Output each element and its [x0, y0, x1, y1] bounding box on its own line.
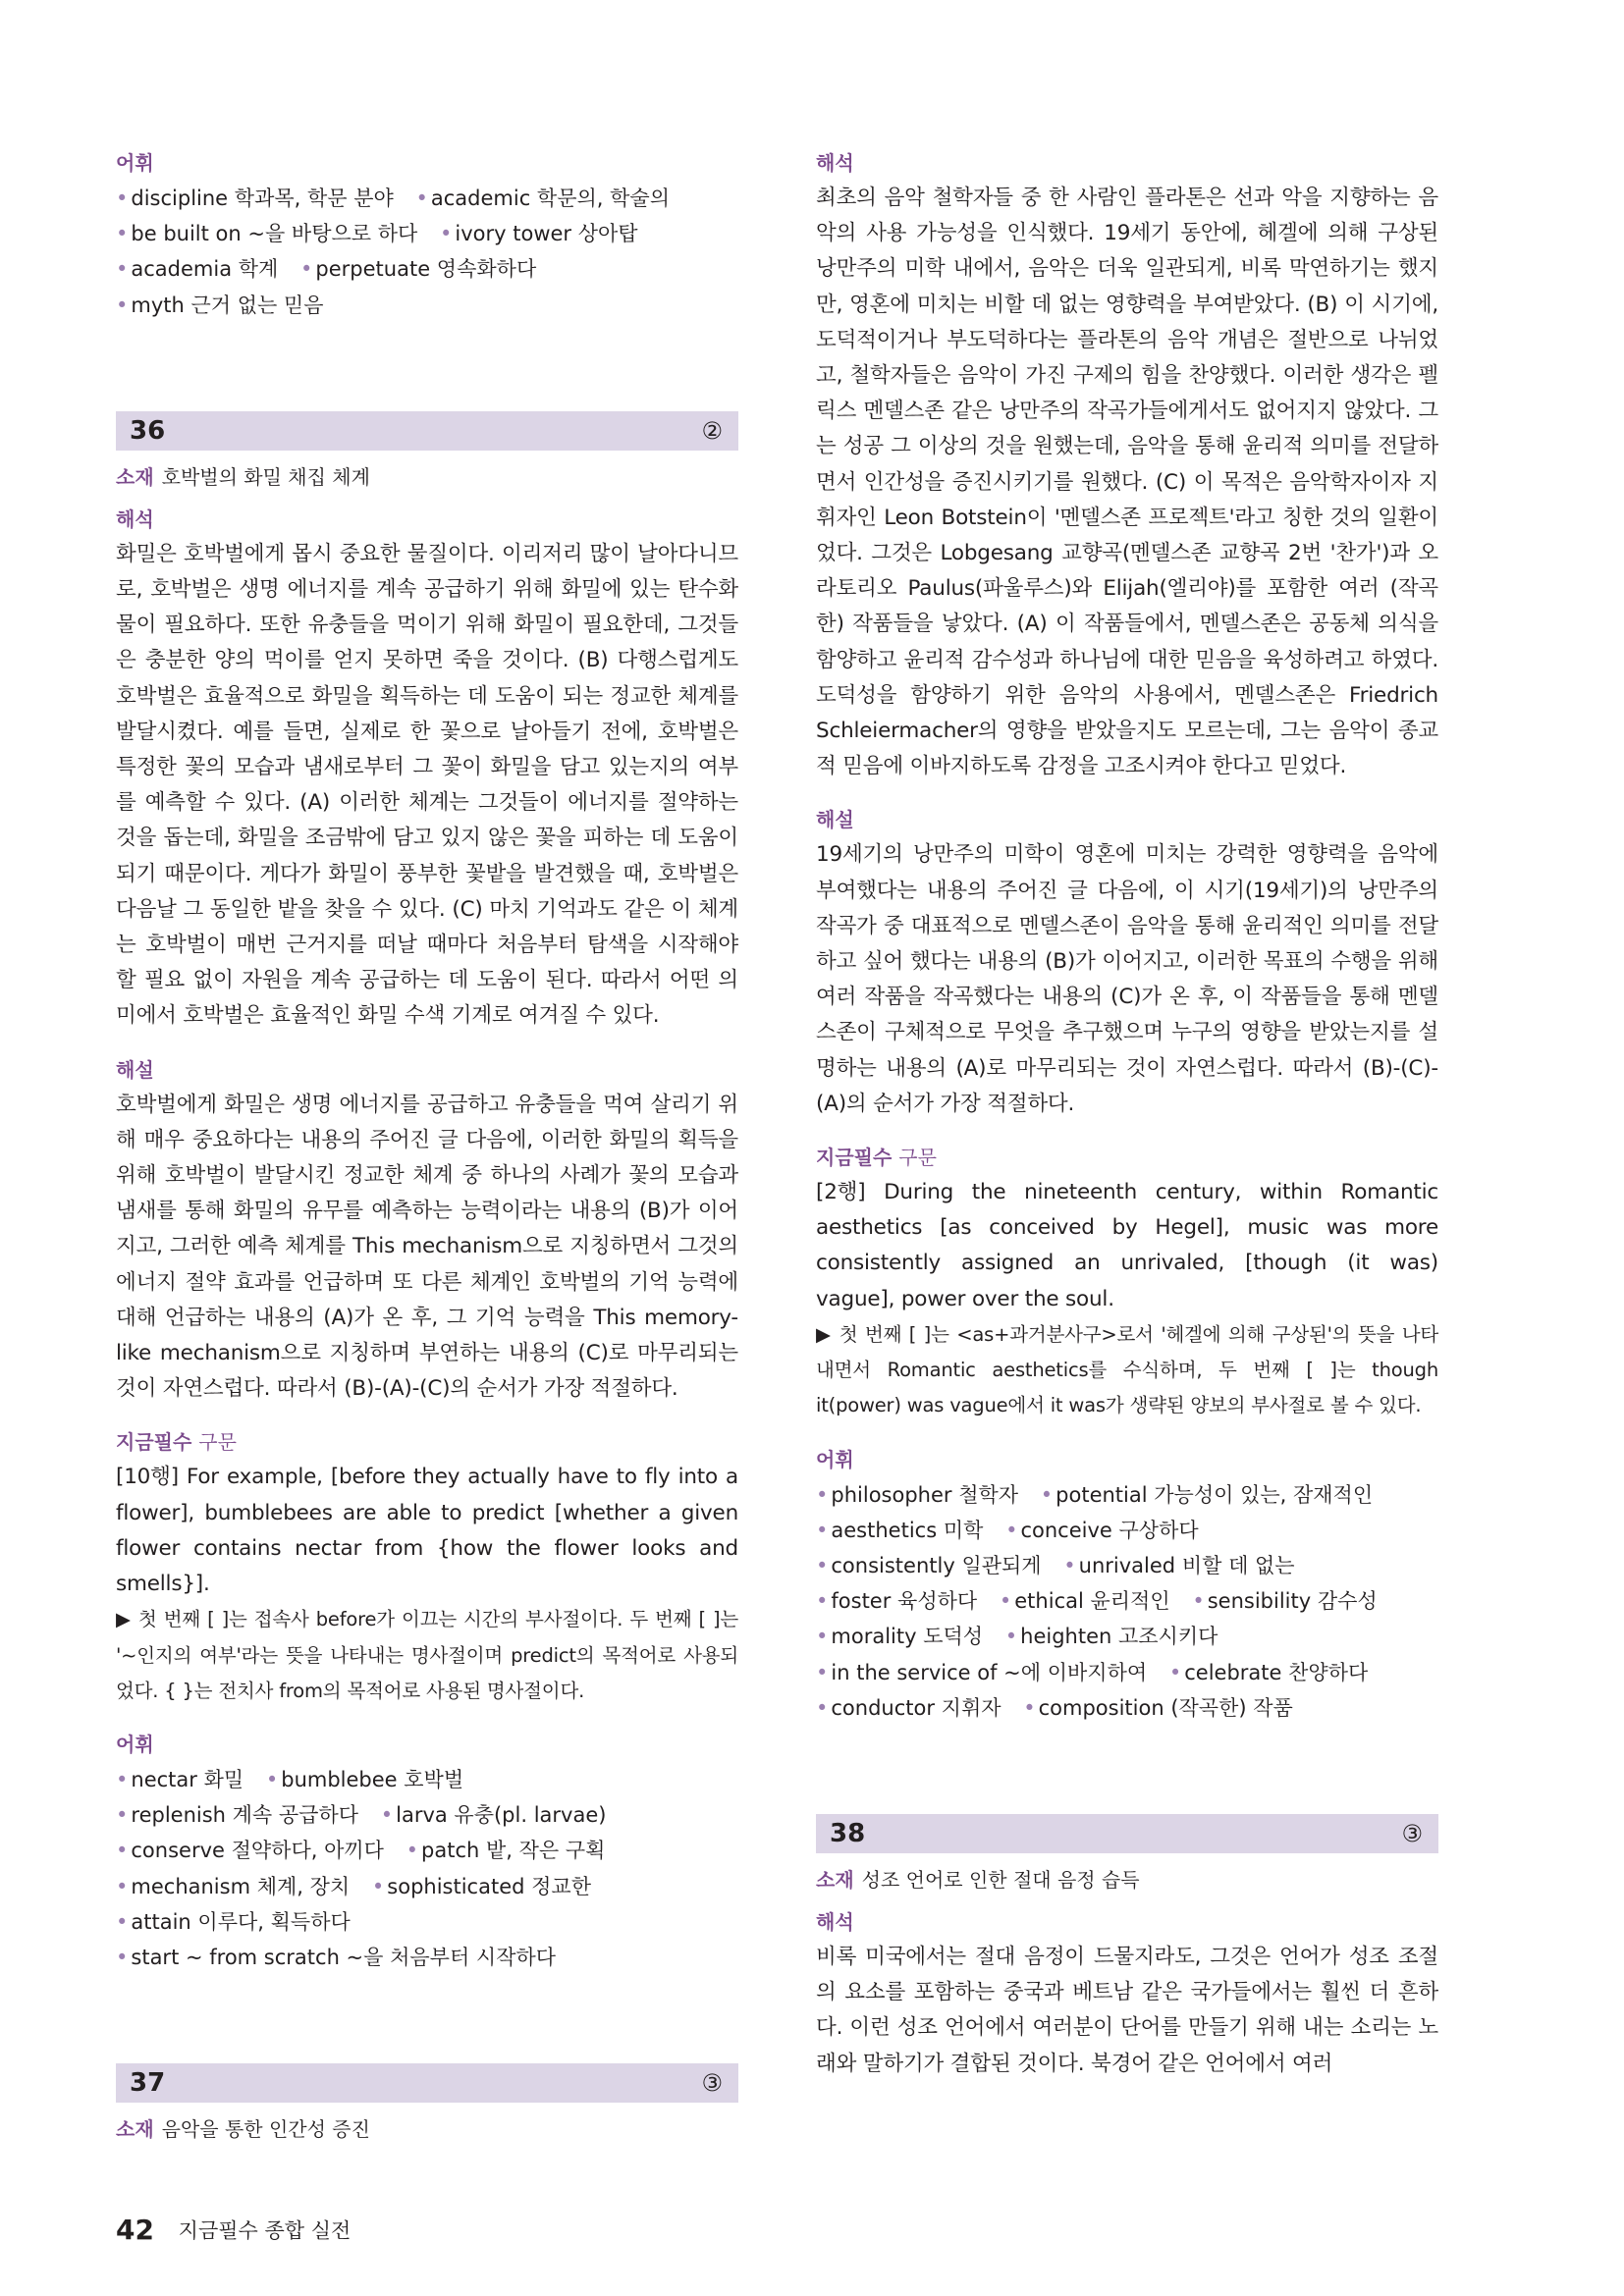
syntax-note: ▶ 첫 번째 [ ]는 <as+과거분사구>로서 '헤겔에 의해 구상된'의 뜻을 나타내면서 Romantic aesthetics를 수식하며, 두 번째 [ ]는 though it(power) was vague에서 it was가 생략된 양보의 부사절로 볼 수 있다.: [816, 1322, 1438, 1417]
vocab-text: nectar 화밀: [131, 1767, 244, 1791]
vocab-item: [116, 187, 394, 210]
syntax-note: ▶ 첫 번째 [ ]는 접속사 before가 이끄는 시간의 부사절이다. 두 번째 [ ]는 '~인지의 여부'라는 뜻을 나타내는 명사절이며 predict의 목적어로 사용되었다. { }는 전치사 from의 목적어로 사용된 명사절이다.: [116, 1608, 738, 1702]
vocab-item: [1192, 1589, 1377, 1613]
vocab-item: [116, 1839, 384, 1862]
page-number: 42: [116, 2214, 154, 2246]
bullet-icon: •: [816, 1482, 829, 1507]
topic-line: [116, 462, 738, 492]
vocab-item: [116, 1875, 350, 1898]
vocab-label: 어휘: [116, 1732, 154, 1756]
vocab-text: academia 학계: [131, 257, 279, 282]
syntax-label-sub: 구문: [898, 1146, 937, 1170]
vocab-item: [1005, 1519, 1199, 1542]
bullet-icon: •: [816, 1589, 829, 1614]
vocab-item: [372, 1875, 591, 1898]
vocab-item: [816, 1519, 983, 1542]
answer-mark: ②: [701, 416, 723, 445]
bullet-icon: •: [440, 222, 453, 246]
bullet-icon: •: [415, 187, 428, 210]
syntax-label: [816, 1144, 1438, 1171]
bullet-icon: •: [1168, 1660, 1182, 1684]
vocab-item: [266, 1768, 463, 1791]
vocab-item: [1063, 1554, 1294, 1577]
translation-text: 화밀은 호박벌에게 몹시 중요한 물질이다. 이리저리 많이 날아다니므로, 호박벌은 생명 에너지를 계속 공급하기 위해 화밀에 있는 탄수화물이 필요하다. 또한 유충들을 먹이기 위해 화밀이 필요한데, 그것들은 충분한 양의 먹이를 얻지 못하면 죽을 것이다. (B) 다행스럽게도 호박벌은 효율적으로 화밀을 획득하는 데 도움이 되는 정교한 체계를 발달시켰다. 예를 들면, 실제로 한 꽃으로 날아들기 전에, 호박벌은 특정한 꽃의 모습과 냄새로부터 그 꽃이 화밀을 담고 있는지의 여부를 예측할 수 있다. (A) 이러한 체계는 그것들이 에너지를 절약하는 것을 돕는데, 화밀을 조금밖에 담고 있지 않은 꽃을 피하는 데 도움이 되기 때문이다. 게다가 화밀이 풍부한 꽃밭을 발견했을 때, 호박벌은 다음날 그 동일한 밭을 찾을 수 있다. (C) 마치 기억과도 같은 이 체계는 호박벌이 매번 근거지를 떠날 때마다 처음부터 탐색을 시작해야 할 필요 없이 자원을 계속 공급하는 데 도움이 된다. 따라서 어떤 의미에서 호박벌은 효율적인 화밀 수색 기계로 여겨질 수 있다.: [116, 541, 738, 1029]
bullet-icon: •: [816, 1553, 829, 1577]
topic-key: 소재: [816, 1867, 854, 1892]
vocab-item: [416, 187, 671, 210]
bullet-icon: •: [816, 1695, 829, 1720]
vocab-text: myth 근거 없는 믿음: [131, 293, 324, 317]
vocab-item: [300, 257, 536, 281]
explanation-text: 호박벌에게 화밀은 생명 에너지를 공급하고 유충들을 먹여 살리기 위해 매우 중요하다는 내용의 주어진 글 다음에, 이러한 화밀의 획득을 위해 호박벌이 발달시킨 정교한 체계 중 하나의 사례가 꽃의 모습과 냄새를 통해 화밀의 유무를 예측하는 능력이라는 내용의 (B)가 이어지고, 그러한 예측 체계를 This mechanism으로 지칭하면서 그것의 에너지 절약 효과를 언급하며 또 다른 체계인 호박벌의 기억 능력에 대해 언급하는 내용의 (A)가 온 후, 그 기억 능력을 This memory-like mechanism으로 지칭하며 부연하는 내용의 (C)로 마무리되는 것이 자연스럽다. 따라서 (B)-(A)-(C)의 순서가 가장 적절하다.: [116, 1092, 738, 1402]
bullet-icon: •: [265, 1767, 279, 1791]
vocab-label: 어휘: [816, 1447, 854, 1471]
vocab-item: [1169, 1661, 1368, 1684]
vocab-text: in the service of ~에 이바지하여: [831, 1660, 1148, 1684]
vocab-item: [116, 1803, 358, 1827]
book-title: 지금필수 종합 실전: [178, 2218, 352, 2243]
syntax-label-sub: 구문: [198, 1430, 237, 1455]
bullet-icon: •: [116, 1945, 129, 1969]
syntax-sentence-text: For example, [before they actually have to fly into a flower], bumblebees are able to predict [whether a given flower contains nectar from {how the flower looks and smells}].: [116, 1465, 738, 1597]
topic-text: 음악을 통한 인간성 증진: [161, 2117, 370, 2142]
vocab-item: [816, 1554, 1042, 1577]
syntax-sentence-text: During the nineteenth century, within Romantic aesthetics [as conceived by Hegel], music was more consistently assigned an unrivaled, [though (it was) vague], power over the soul.: [816, 1180, 1438, 1311]
left-column: [116, 149, 738, 2158]
bullet-icon: •: [116, 1909, 129, 1934]
bullet-icon: •: [116, 187, 129, 210]
vocab-text: attain 이루다, 획득하다: [131, 1909, 351, 1934]
question-header-37: [116, 2063, 738, 2103]
question-number: 38: [830, 1818, 866, 1848]
vocab-text: perpetuate 영속화하다: [315, 257, 537, 282]
vocab-text: philosopher 철학자: [831, 1482, 1019, 1507]
explanation-text: 19세기의 낭만주의 미학이 영혼에 미치는 강력한 영향력을 음악에 부여했다는 내용의 주어진 글 다음에, 이 시기(19세기)의 낭만주의 작곡가 중 대표적으로 멘델스존이 음악을 통해 윤리적인 의미를 전달하고 싶어 했다는 내용의 (B)가 이어지고, 이러한 목표의 수행을 위해 여러 작품을 작곡했다는 내용의 (C)가 온 후, 이 작품들을 통해 멘델스존이 구체적으로 무엇을 추구했으며 누구의 영향을 받았는지를 설명하는 내용의 (A)로 마무리되는 것이 자연스럽다. 따라서 (B)-(C)-(A)의 순서가 가장 적절하다.: [816, 842, 1438, 1116]
vocab-text: mechanism 체계, 장치: [131, 1874, 351, 1898]
vocab-item: [440, 222, 638, 245]
syntax-label: [116, 1428, 738, 1456]
vocab-text: bumblebee 호박벌: [281, 1767, 464, 1791]
bullet-icon: •: [116, 1767, 129, 1791]
vocab-text: morality 도덕성: [831, 1625, 984, 1649]
vocab-text: patch 밭, 작은 구획: [421, 1839, 606, 1863]
question-number: 37: [130, 2068, 166, 2099]
vocab-item: [816, 1483, 1018, 1507]
vocab-label: 어휘: [116, 151, 154, 175]
vocab-item: [116, 1910, 351, 1934]
topic-line: [816, 1865, 1438, 1895]
vocab-list-top: [116, 181, 738, 323]
bullet-icon: •: [1040, 1482, 1054, 1507]
vocab-item: [381, 1803, 607, 1827]
vocab-item: [116, 257, 278, 281]
vocab-text: composition (작곡한) 작품: [1038, 1695, 1293, 1720]
topic-text: 호박벌의 화밀 채집 체계: [161, 464, 370, 489]
topic-key: 소재: [116, 464, 154, 489]
vocab-text: foster 육성하다: [831, 1589, 978, 1614]
bullet-icon: •: [116, 1839, 129, 1863]
vocab-item: [116, 294, 324, 317]
vocab-text: unrivaled 비할 데 없는: [1078, 1553, 1295, 1577]
topic-line: [116, 2114, 738, 2144]
vocab-text: conceive 구상하다: [1020, 1518, 1199, 1542]
translation-text: 최초의 음악 철학자들 중 한 사람인 플라톤은 선과 악을 지향하는 음악의 사용 가능성을 인식했다. 19세기 동안에, 헤겔에 의해 구상된 낭만주의 미학 내에서, 음악은 더욱 일관되게, 비록 막연하기는 했지만, 영혼에 미치는 비할 데 없는 영향력을 부여받았다. (B) 이 시기에, 도덕적이거나 부도덕하다는 플라톤의 음악 개념은 절반으로 나뉘었고, 철학자들은 음악이 가진 구제의 힘을 찬양했다. 이러한 생각은 펠릭스 멘델스존 같은 낭만주의 작곡가들에게서도 없어지지 않았다. 그는 성공 그 이상의 것을 원했는데, 음악을 통해 윤리적 의미를 전달하면서 인간성을 증진시키기를 원했다. (C) 이 목적은 음악학자이자 지휘자인 Leon Botstein이 '멘델스존 프로젝트'라고 칭한 것의 일환이었다. 그것은 Lobgesang 교향곡(멘델스존 교향곡 2번 '찬가')과 오라토리오 Paulus(파울루스)와 Elijah(엘리야)를 포함한 여러 (작곡한) 작품들을 낳았다. (A) 이 작품들에서, 멘델스존은 공동체 의식을 함양하고 윤리적 감수성과 하나님에 대한 믿음을 육성하려고 하였다. 도덕성을 함양하기 위한 음악의 사용에서, 멘델스존은 Friedrich Schleiermacher의 영향을 받았을지도 모르는데, 그는 음악이 종교적 믿음에 이바지하도록 감정을 고조시켜야 한다고 믿었다.: [816, 186, 1438, 779]
bullet-icon: •: [116, 1874, 129, 1898]
bullet-icon: •: [300, 257, 313, 282]
vocab-text: be built on ~을 바탕으로 하다: [131, 222, 418, 246]
vocab-list-36: [116, 1762, 738, 1975]
vocab-item: [1023, 1696, 1293, 1720]
vocab-text: potential 가능성이 있는, 잠재적인: [1056, 1482, 1374, 1507]
vocab-list-37: [816, 1477, 1438, 1726]
question-number: 36: [130, 415, 166, 446]
bullet-icon: •: [380, 1803, 394, 1828]
bullet-icon: •: [371, 1874, 385, 1898]
vocab-text: larva 유충(pl. larvae): [396, 1803, 607, 1828]
bullet-icon: •: [116, 293, 129, 317]
answer-mark: ③: [1401, 1819, 1423, 1847]
bullet-icon: •: [1023, 1695, 1036, 1720]
vocab-item: [1000, 1589, 1170, 1613]
vocab-text: replenish 계속 공급하다: [131, 1803, 359, 1828]
vocab-text: sophisticated 정교한: [387, 1874, 591, 1898]
vocab-text: start ~ from scratch ~을 처음부터 시작하다: [131, 1945, 557, 1969]
vocab-text: conserve 절약하다, 아끼다: [131, 1839, 384, 1863]
vocab-text: ivory tower 상아탑: [455, 222, 638, 246]
bullet-icon: •: [406, 1839, 419, 1863]
vocab-item: [816, 1696, 1001, 1720]
bullet-icon: •: [116, 222, 129, 246]
syntax-line-ref: [2행]: [816, 1180, 866, 1205]
vocab-item: [816, 1625, 983, 1648]
vocab-item: [116, 1768, 244, 1791]
bullet-icon: •: [999, 1589, 1012, 1614]
right-column: [816, 149, 1438, 2082]
vocab-item: [116, 1946, 556, 1969]
vocab-text: academic 학문의, 학술의: [430, 187, 671, 210]
vocab-text: celebrate 찬양하다: [1184, 1660, 1369, 1684]
translation-label: 해석: [116, 507, 154, 531]
syntax-sentence: [816, 1175, 1438, 1317]
vocab-item: [816, 1589, 977, 1613]
bullet-icon: •: [816, 1660, 829, 1684]
page-footer: [116, 2214, 351, 2246]
bullet-icon: •: [1005, 1518, 1018, 1542]
vocab-item: [406, 1839, 606, 1862]
syntax-label-main: 지금필수: [116, 1430, 192, 1455]
explanation-label: 해설: [116, 1057, 154, 1082]
explanation-label: 해설: [816, 808, 854, 832]
translation-label: 해석: [816, 1909, 854, 1934]
bullet-icon: •: [1192, 1589, 1205, 1614]
syntax-label-main: 지금필수: [816, 1146, 893, 1170]
bullet-icon: •: [116, 257, 129, 282]
vocab-text: aesthetics 미학: [831, 1518, 984, 1542]
syntax-sentence: [116, 1460, 738, 1602]
vocab-item: [816, 1661, 1147, 1684]
vocab-item: [1041, 1483, 1373, 1507]
vocab-text: sensibility 감수성: [1207, 1589, 1378, 1614]
topic-text: 성조 언어로 인한 절대 음정 습득: [861, 1867, 1140, 1892]
vocab-item: [116, 222, 417, 245]
syntax-line-ref: [10행]: [116, 1465, 179, 1490]
vocab-text: consistently 일관되게: [831, 1553, 1042, 1577]
translation-text: 비록 미국에서는 절대 음정이 드물지라도, 그것은 언어가 성조 조절의 요소를 포함하는 중국과 베트남 같은 국가들에서는 훨씬 더 흔하다. 이런 성조 언어에서 여러분이 단어를 만들기 위해 내는 소리는 노래와 말하기가 결합된 것이다. 북경어 같은 언어에서 여러: [816, 1944, 1438, 2076]
topic-key: 소재: [116, 2117, 154, 2142]
bullet-icon: •: [116, 1803, 129, 1828]
bullet-icon: •: [816, 1518, 829, 1542]
vocab-text: ethical 윤리적인: [1014, 1589, 1170, 1614]
vocab-text: discipline 학과목, 학문 분야: [131, 187, 394, 210]
vocab-text: conductor 지휘자: [831, 1695, 1001, 1720]
vocab-text: heighten 고조시키다: [1020, 1625, 1218, 1649]
vocab-item: [1005, 1625, 1218, 1648]
translation-label: 해석: [816, 151, 854, 175]
question-header-36: [116, 411, 738, 451]
bullet-icon: •: [1063, 1553, 1076, 1577]
bullet-icon: •: [1004, 1625, 1018, 1649]
question-header-38: [816, 1814, 1438, 1853]
answer-mark: ③: [701, 2069, 723, 2098]
bullet-icon: •: [816, 1625, 829, 1649]
